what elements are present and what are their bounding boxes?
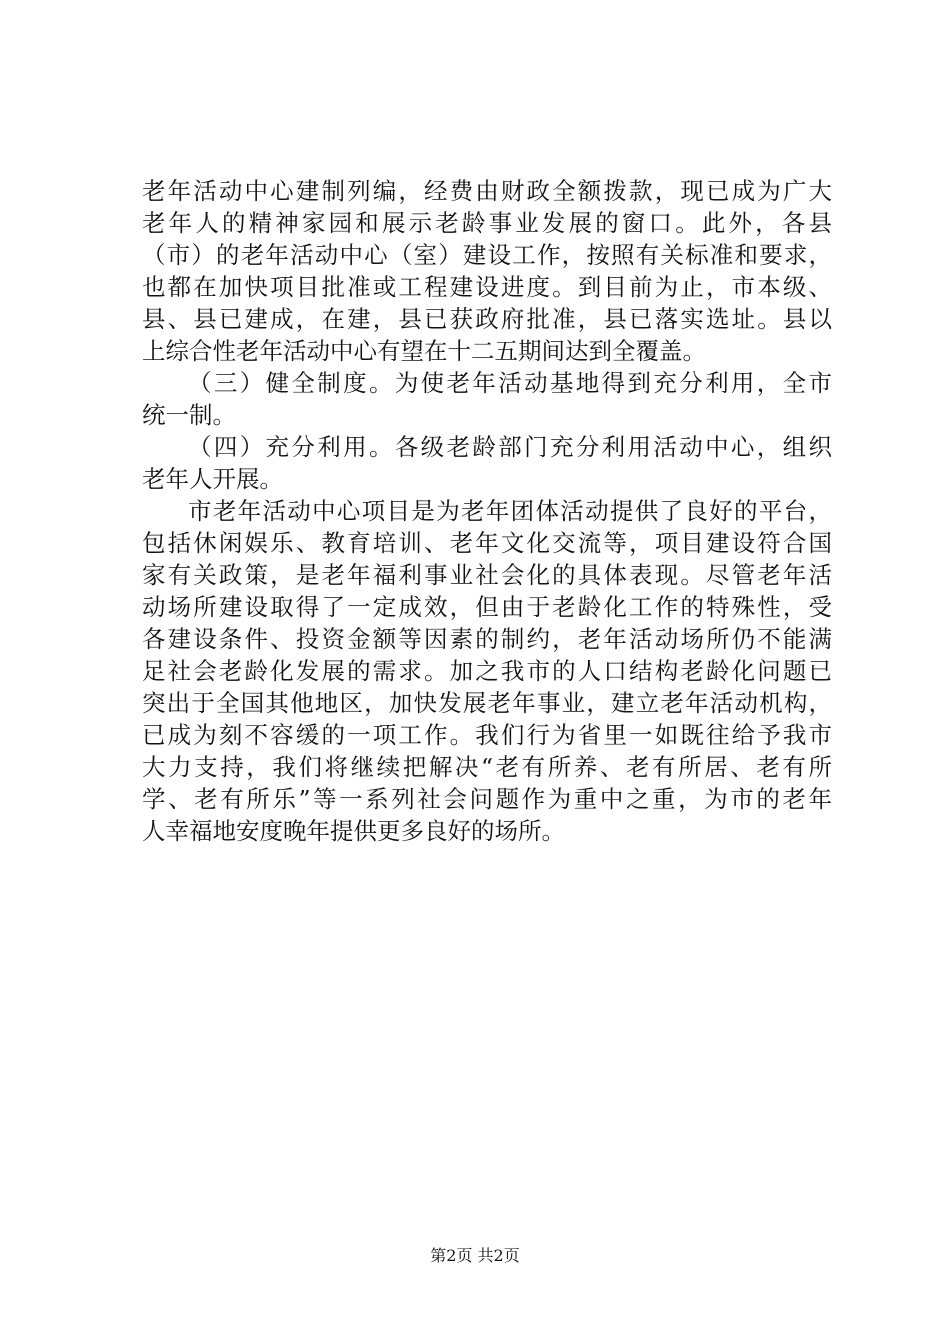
text-line: 各建设条件、投资金额等因素的制约，老年活动场所仍不能满: [142, 625, 832, 653]
text-line: 足社会老龄化发展的需求。加之我市的人口结构老龄化问题已: [142, 657, 832, 685]
text-line: 已成为刻不容缓的一项工作。我们行为省里一如既往给予我市: [142, 721, 832, 749]
text-line: 也都在加快项目批准或工程建设进度。到目前为止，市本级、: [142, 273, 832, 301]
text-line: 学、老有所乐”等一系列社会问题作为重中之重，为市的老年: [142, 785, 832, 813]
text-line: 市老年活动中心项目是为老年团体活动提供了良好的平台，: [188, 497, 832, 525]
text-line: 老年人的精神家园和展示老龄事业发展的窗口。此外，各县: [142, 209, 832, 237]
text-line: 家有关政策，是老年福利事业社会化的具体表现。尽管老年活: [142, 561, 832, 589]
text-line: （四）充分利用。各级老龄部门充分利用活动中心，组织: [188, 433, 832, 461]
text-line: 包括休闲娱乐、教育培训、老年文化交流等，项目建设符合国: [142, 529, 832, 557]
text-line: （市）的老年活动中心（室）建设工作，按照有关标准和要求，: [142, 241, 832, 269]
text-line: 老年活动中心建制列编，经费由财政全额拨款，现已成为广大: [142, 177, 832, 205]
text-line: 统一制。: [142, 401, 236, 429]
text-line: 老年人开展。: [142, 465, 283, 493]
text-line: 动场所建设取得了一定成效，但由于老龄化工作的特殊性，受: [142, 593, 832, 621]
text-line: 上综合性老年活动中心有望在十二五期间达到全覆盖。: [142, 337, 706, 365]
text-line: 县、县已建成，在建，县已获政府批准，县已落实选址。县以: [142, 305, 832, 333]
body-text: [142, 175, 832, 847]
text-line: 人幸福地安度晚年提供更多良好的场所。: [142, 817, 565, 845]
text-line: 突出于全国其他地区，加快发展老年事业，建立老年活动机构，: [142, 689, 832, 717]
text-line: （三）健全制度。为使老年活动基地得到充分利用，全市: [188, 369, 832, 397]
text-line: 大力支持，我们将继续把解决“老有所养、老有所居、老有所: [142, 753, 832, 781]
page-footer: 第2页 共2页: [430, 1246, 520, 1265]
